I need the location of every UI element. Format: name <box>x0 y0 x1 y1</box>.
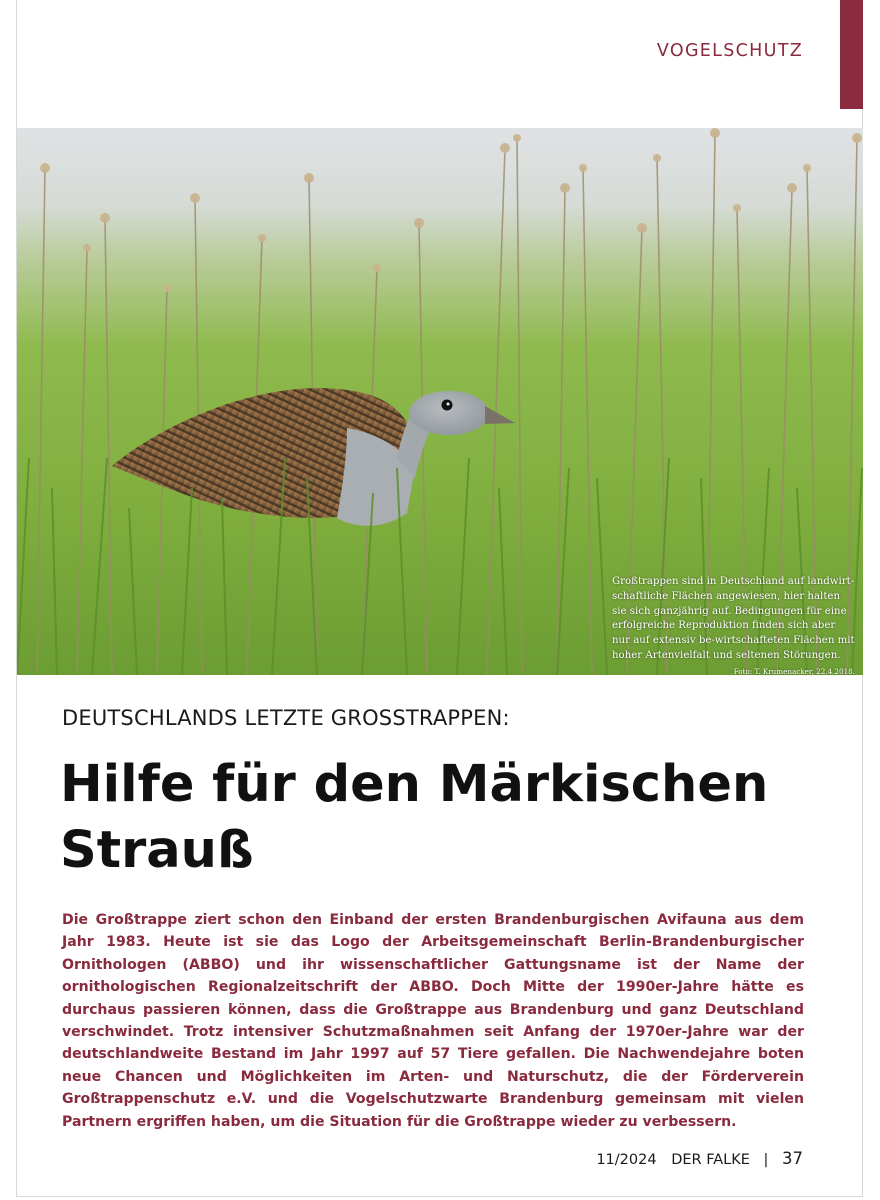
photo-credit: Foto: T. Krumenacker, 22.4.2018. <box>733 666 855 676</box>
headline-line-2: Strauß <box>60 821 254 880</box>
article-kicker: DEUTSCHLANDS LETZTE GROSSTRAPPEN: <box>62 706 510 730</box>
article-headline <box>60 752 840 884</box>
headline-line-1: Hilfe für den Märkischen <box>60 755 769 814</box>
caption-text: Großtrappen sind in Deutschland auf landwirt-schaftliche Flächen angewiesen, hier halten sie sich ganzjährig auf. Bedingungen für eine erfolgreiche Reproduktion finden sich aber nur auf extensiv be-wirtschafteten Flächen mit hoher Artenvielfalt und seltenen Störungen. <box>612 576 855 661</box>
page-footer <box>596 1149 803 1168</box>
footer-separator: | <box>763 1152 769 1168</box>
photo-caption <box>612 575 855 680</box>
section-label: VOGELSCHUTZ <box>656 41 803 61</box>
article-lead: Die Großtrappe ziert schon den Einband der ersten Brandenburgischen Avifauna aus dem Jahr 1983. Heute ist sie das Logo der Arbeitsgemeinschaft Berlin-Brandenburgischer Ornithologen (ABBO) und ihr wissenschaftlicher Gattungsname ist der Name der ornithologischen Regionalzeitschrift der ABBO. Doch Mitte der 1990er-Jahre hätte es durchaus passieren können, dass die Großtrappe aus Brandenburg und ganz Deutschland verschwindet. Trotz intensiver Schutzmaßnahmen seit Anfang der 1970er-Jahre war der deutschlandweite Bestand im Jahr 1997 auf 57 Tiere gefallen. Die Nachwendejahre boten neue Chancen und Möglichkeiten im Arten- und Naturschutz, die der Förderverein Großtrappenschutz e.V. und die Vogelschutzwarte Brandenburg gemeinsam mit vielen Partnern ergriffen haben, um die Situation für die Großtrappe wieder zu verbessern. <box>62 912 804 1130</box>
page-number: 37 <box>782 1149 803 1168</box>
issue-number: 11/2024 <box>596 1152 657 1168</box>
magazine-name: DER FALKE <box>671 1152 750 1168</box>
accent-tab <box>840 0 863 109</box>
